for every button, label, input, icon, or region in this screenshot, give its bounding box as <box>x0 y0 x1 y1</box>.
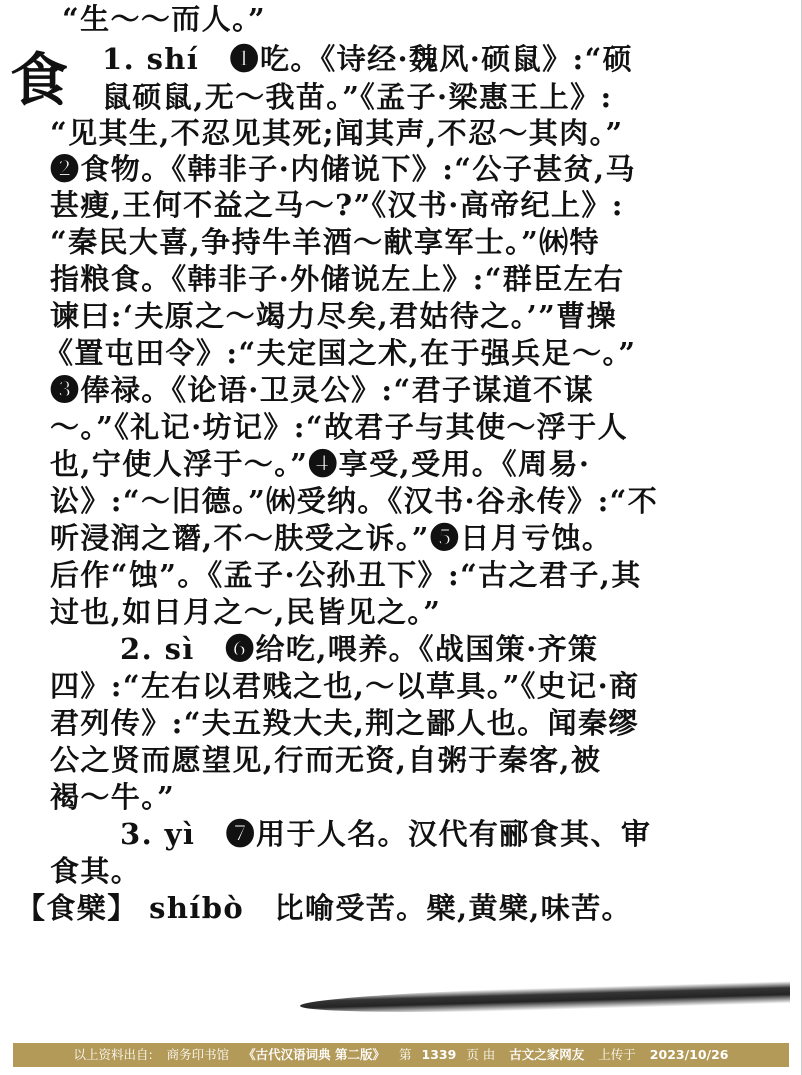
entry-line: 2. sì ❻给吃,喂养。《战国策·齐策 <box>120 632 599 666</box>
footer-page-suffix: 页 由 <box>466 1047 496 1062</box>
entry-line: 3. yì ❼用于人名。汉代有郦食其、审 <box>120 817 652 851</box>
footer-page-number: 1339 <box>421 1047 457 1062</box>
entry-line: 公之贤而愿望见,行而无资,自粥于秦客,被 <box>50 743 602 777</box>
entry-line: “见其生,不忍见其死;闻其声,不忍～其肉。” <box>50 116 624 150</box>
footer-book: 《古代汉语词典 第二版》 <box>243 1047 386 1062</box>
entry-line: 听浸润之谮,不～肤受之诉。”❺日月亏蚀。 <box>50 521 613 555</box>
footer-source-prefix: 以上资料出自: <box>73 1047 153 1062</box>
source-footer <box>13 1043 789 1067</box>
entry-line: 过也,如日月之～,民皆见之。” <box>50 595 442 629</box>
footer-publisher: 商务印书馆 <box>166 1047 230 1062</box>
head-character: 食 <box>10 46 69 114</box>
entry-line: 讼》:“～旧德。”㉁受纳。《汉书·谷永传》:“不 <box>50 484 659 518</box>
footer-date: 2023/10/26 <box>649 1047 729 1062</box>
footer-uploader: 古文之家网友 <box>509 1047 585 1062</box>
entry-line: 谏曰:‘夫原之～竭力尽矣,君姑待之。’”曹操 <box>50 299 617 333</box>
entry-line: ～。”《礼记·坊记》:“故君子与其使～浮于人 <box>50 410 628 444</box>
entry-line: 后作“蚀”。《孟子·公孙丑下》:“古之君子,其 <box>50 558 642 592</box>
entry-line: 四》:“左右以君贱之也,～以草具。”《史记·商 <box>50 669 640 703</box>
entry-line: 甚瘦,王何不益之马～?”《汉书·高帝纪上》: <box>50 188 624 222</box>
entry-line: 食其。 <box>50 854 142 888</box>
entry-line: 君列传》:“夫五羖大夫,荆之鄙人也。闻秦缪 <box>50 706 639 740</box>
entry-line: 1. shí ❶吃。《诗经·魏风·硕鼠》:“硕 <box>102 42 634 76</box>
entry-line: 【食檗】 shíbò 比喻受苦。檗,黄檗,味苦。 <box>16 891 632 925</box>
entry-line: 指粮食。《韩非子·外储说左上》:“群臣左右 <box>50 262 625 296</box>
entry-line: “生～～而人。” <box>62 2 267 36</box>
entry-line: ❷食物。《韩非子·内储说下》:“公子甚贫,马 <box>50 152 636 186</box>
entry-line: 《置屯田令》:“夫定国之术,在于强兵足～。” <box>44 336 637 370</box>
entry-line: 也,宁使人浮于～。”❹享受,受用。《周易· <box>50 447 591 481</box>
entry-line: ❸俸禄。《论语·卫灵公》:“君子谋道不谋 <box>50 373 594 407</box>
entry-line: 鼠硕鼠,无～我苗。”《孟子·梁惠王上》: <box>102 80 613 114</box>
footer-page-label: 第 <box>399 1047 412 1062</box>
entry-line: “秦民大喜,争持牛羊酒～献享军士。”㉁特 <box>50 225 600 259</box>
footer-upload-label: 上传于 <box>598 1047 636 1062</box>
scan-artifact <box>300 981 790 1017</box>
entry-line: 褐～牛。” <box>50 780 176 814</box>
